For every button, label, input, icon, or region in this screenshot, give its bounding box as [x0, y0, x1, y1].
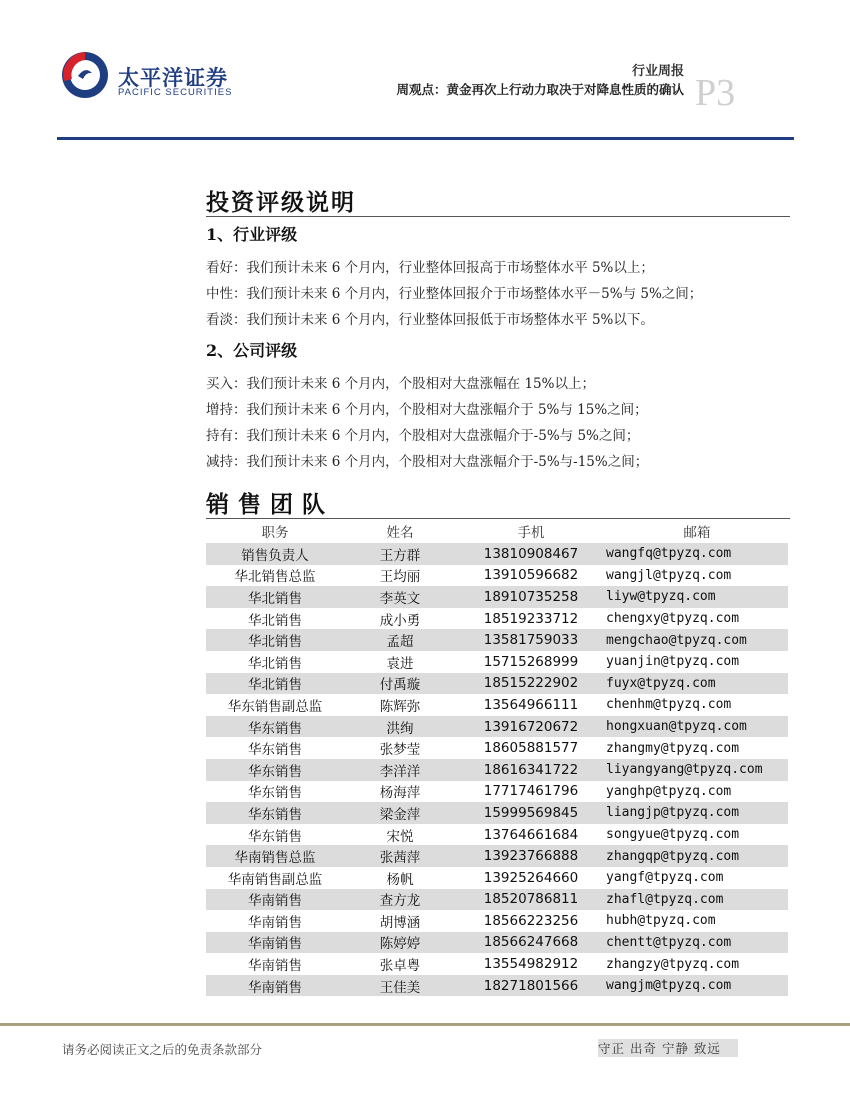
- row-name-cell: 陈婷婷: [379, 936, 421, 953]
- table-row: [206, 759, 788, 781]
- table-row: [206, 694, 788, 716]
- table-header-row: [206, 519, 788, 543]
- header-divider: [57, 137, 794, 140]
- table-row: [206, 629, 788, 651]
- row-name-cell: 李英文: [379, 590, 421, 607]
- row-email-cell[interactable]: hubh@tpyzq.com: [606, 913, 716, 929]
- row-email-cell[interactable]: wangfq@tpyzq.com: [606, 546, 732, 562]
- row-email-cell[interactable]: wangjl@tpyzq.com: [606, 567, 732, 583]
- row-email-cell[interactable]: yuanjin@tpyzq.com: [606, 654, 740, 670]
- row-title-cell: 华南销售总监: [234, 850, 316, 867]
- sales-team-table: [206, 519, 788, 996]
- column-header-title: 职务: [261, 525, 289, 541]
- row-name-cell: 张卓粤: [379, 958, 421, 975]
- row-name-cell: 洪绚: [386, 720, 414, 737]
- row-phone-cell: 18605881577: [483, 740, 579, 757]
- row-name-cell: 杨帆: [386, 871, 414, 888]
- row-name-cell: 陈辉弥: [379, 698, 421, 715]
- row-phone-cell: 13925264660: [483, 869, 579, 886]
- column-header-email: 邮箱: [683, 525, 711, 541]
- row-title-cell: 华南销售副总监: [227, 871, 323, 888]
- table-row: [206, 586, 788, 608]
- table-row: [206, 932, 788, 954]
- row-title-cell: 华北销售: [248, 655, 302, 672]
- row-phone-cell: 18616341722: [483, 761, 579, 778]
- row-email-cell[interactable]: hongxuan@tpyzq.com: [606, 719, 747, 735]
- row-title-cell: 华南销售: [248, 893, 302, 910]
- row-phone-cell: 13910596682: [483, 567, 579, 584]
- table-row: [206, 910, 788, 932]
- row-phone-cell: 18519233712: [483, 610, 579, 627]
- row-name-cell: 张梦莹: [379, 742, 421, 759]
- row-name-cell: 宋悦: [386, 828, 414, 845]
- table-row: [206, 845, 788, 867]
- row-title-cell: 华东销售: [248, 720, 302, 737]
- table-row: [206, 737, 788, 759]
- row-email-cell[interactable]: chengxy@tpyzq.com: [606, 611, 740, 627]
- table-row: [206, 608, 788, 630]
- report-type: 行业周报: [631, 64, 684, 79]
- row-phone-cell: 18271801566: [483, 977, 579, 994]
- industry-rating-item: 看好：我们预计未来 6 个月内，行业整体回报高于市场整体水平 5%以上；: [206, 260, 654, 276]
- company-rating-item: 买入：我们预计未来 6 个月内，个股相对大盘涨幅在 15%以上；: [206, 376, 595, 392]
- row-phone-cell: 13581759033: [483, 632, 579, 649]
- row-phone-cell: 13810908467: [483, 545, 579, 562]
- row-name-cell: 付禹璇: [379, 677, 421, 694]
- row-name-cell: 孟超: [386, 634, 414, 651]
- row-title-cell: 华东销售: [248, 828, 302, 845]
- row-title-cell: 华东销售: [248, 742, 302, 759]
- table-row: [206, 953, 788, 975]
- row-name-cell: 李洋洋: [379, 763, 421, 780]
- rating-section-title: 投资评级说明: [206, 189, 356, 216]
- row-email-cell[interactable]: zhangzy@tpyzq.com: [606, 956, 740, 972]
- row-phone-cell: 15999569845: [483, 804, 579, 821]
- table-row: [206, 975, 788, 997]
- column-header-name: 姓名: [386, 525, 414, 541]
- row-phone-cell: 18566247668: [483, 934, 579, 951]
- row-title-cell: 华东销售: [248, 763, 302, 780]
- company-rating-item: 增持：我们预计未来 6 个月内，个股相对大盘涨幅介于 5%与 15%之间；: [206, 402, 648, 418]
- row-name-cell: 王佳美: [379, 979, 421, 996]
- industry-rating-title: 1、行业评级: [206, 225, 298, 244]
- row-phone-cell: 13916720672: [483, 718, 579, 735]
- row-phone-cell: 18520786811: [483, 891, 579, 908]
- footer-motto: 守正 出奇 宁静 致远: [598, 1039, 738, 1057]
- report-title: 周观点：黄金再次上行动力取决于对降息性质的确认: [396, 82, 684, 97]
- row-title-cell: 华北销售: [248, 634, 302, 651]
- row-name-cell: 查方龙: [379, 893, 421, 910]
- page-number: P3: [695, 72, 736, 114]
- row-title-cell: 华南销售: [248, 979, 302, 996]
- row-email-cell[interactable]: zhangqp@tpyzq.com: [606, 848, 740, 864]
- row-phone-cell: 18566223256: [483, 912, 579, 929]
- row-email-cell[interactable]: liyangyang@tpyzq.com: [606, 762, 763, 778]
- row-name-cell: 梁金萍: [379, 806, 421, 823]
- row-name-cell: 王方群: [379, 547, 421, 564]
- company-logo-icon: [58, 46, 112, 100]
- table-row: [206, 802, 788, 824]
- row-email-cell[interactable]: mengchao@tpyzq.com: [606, 632, 747, 648]
- row-title-cell: 华东销售副总监: [227, 698, 323, 715]
- company-rating-item: 减持：我们预计未来 6 个月内，个股相对大盘涨幅介于-5%与-15%之间；: [206, 454, 649, 470]
- table-row: [206, 651, 788, 673]
- sales-team-title: 销售团队: [206, 491, 334, 518]
- row-title-cell: 华北销售: [248, 677, 302, 694]
- row-phone-cell: 13923766888: [483, 848, 579, 865]
- row-email-cell[interactable]: chenhm@tpyzq.com: [606, 697, 732, 713]
- row-phone-cell: 13554982912: [483, 956, 579, 973]
- table-row: [206, 889, 788, 911]
- row-name-cell: 杨海萍: [379, 785, 421, 802]
- row-name-cell: 王均丽: [379, 569, 421, 586]
- footer-divider: [0, 1023, 850, 1026]
- row-email-cell[interactable]: chentt@tpyzq.com: [606, 934, 732, 950]
- row-email-cell[interactable]: zhafl@tpyzq.com: [606, 891, 724, 907]
- table-row: [206, 673, 788, 695]
- logo-chinese-name: 太平洋证券: [118, 66, 228, 90]
- rating-section-divider: [206, 216, 790, 217]
- row-email-cell[interactable]: yangf@tpyzq.com: [606, 870, 724, 886]
- row-phone-cell: 15715268999: [483, 653, 579, 670]
- row-title-cell: 销售负责人: [241, 547, 309, 564]
- row-email-cell[interactable]: fuyx@tpyzq.com: [606, 675, 716, 691]
- row-title-cell: 华南销售: [248, 936, 302, 953]
- table-body: [206, 543, 788, 996]
- row-title-cell: 华北销售总监: [234, 569, 316, 586]
- row-phone-cell: 13564966111: [483, 696, 579, 713]
- column-header-phone: 手机: [517, 525, 545, 541]
- row-email-cell[interactable]: zhangmy@tpyzq.com: [606, 740, 740, 756]
- row-phone-cell: 17717461796: [483, 783, 579, 800]
- company-rating-title: 2、公司评级: [206, 341, 298, 360]
- row-email-cell[interactable]: songyue@tpyzq.com: [606, 827, 740, 843]
- table-row: [206, 867, 788, 889]
- row-title-cell: 华北销售: [248, 590, 302, 607]
- row-name-cell: 胡博涵: [379, 914, 421, 931]
- footer-disclaimer: 请务必阅读正文之后的免责条款部分: [62, 1042, 263, 1057]
- industry-rating-item: 看淡：我们预计未来 6 个月内，行业整体回报低于市场整体水平 5%以下。: [206, 312, 654, 328]
- row-title-cell: 华南销售: [248, 914, 302, 931]
- row-name-cell: 成小勇: [379, 612, 421, 629]
- company-rating-item: 持有：我们预计未来 6 个月内，个股相对大盘涨幅介于-5%与 5%之间；: [206, 428, 640, 444]
- table-row: [206, 716, 788, 738]
- row-name-cell: 张茜萍: [379, 850, 421, 867]
- row-name-cell: 袁进: [386, 655, 414, 672]
- logo-english-name: PACIFIC SECURITIES: [118, 87, 233, 98]
- row-title-cell: 华北销售: [248, 612, 302, 629]
- table-row: [206, 565, 788, 587]
- row-email-cell[interactable]: liangjp@tpyzq.com: [606, 805, 740, 821]
- row-email-cell[interactable]: yanghp@tpyzq.com: [606, 783, 732, 799]
- row-email-cell[interactable]: wangjm@tpyzq.com: [606, 978, 732, 994]
- row-phone-cell: 18910735258: [483, 588, 579, 605]
- row-title-cell: 华南销售: [248, 958, 302, 975]
- table-row: [206, 781, 788, 803]
- table-row: [206, 543, 788, 565]
- row-title-cell: 华东销售: [248, 806, 302, 823]
- row-email-cell[interactable]: liyw@tpyzq.com: [606, 589, 716, 605]
- table-row: [206, 824, 788, 846]
- industry-rating-item: 中性：我们预计未来 6 个月内，行业整体回报介于市场整体水平－5%与 5%之间；: [206, 286, 703, 302]
- row-title-cell: 华东销售: [248, 785, 302, 802]
- row-phone-cell: 18515222902: [483, 675, 579, 692]
- row-phone-cell: 13764661684: [483, 826, 579, 843]
